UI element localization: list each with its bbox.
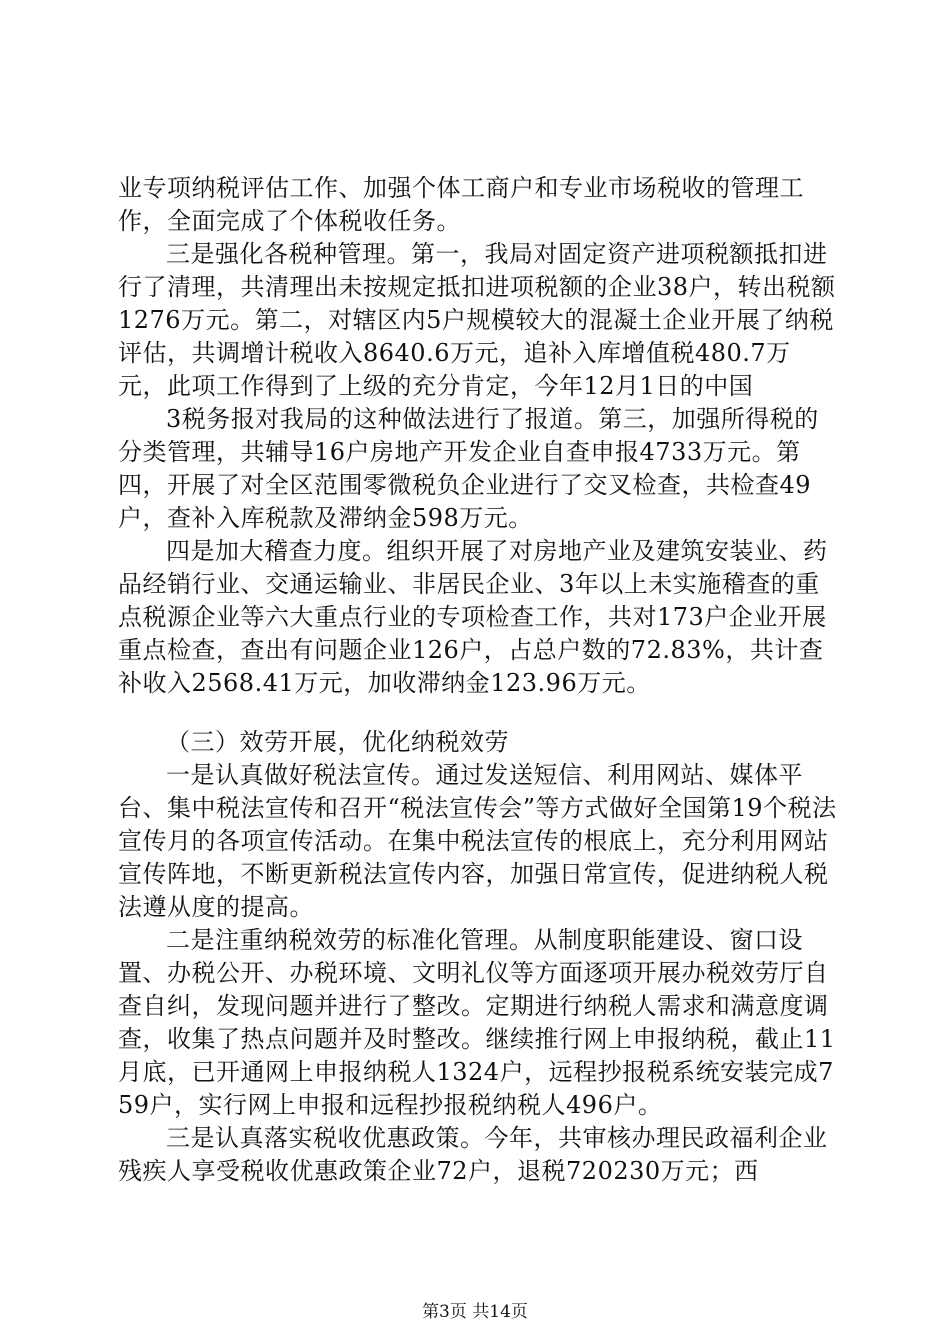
- paragraph-tax-type-management: 三是强化各税种管理。第一，我局对固定资产进项税额抵扣进行了清理，共清理出未按规定抵扣进项税额的企业38户，转出税额1276万元。第二，对辖区内5户规模较大的混凝土企业开展了纳税评估，共调增计税收入8640.6万元，追补入库增值税480.7万元，此项工作得到了上级的充分肯定，今年12月1日的中国: [118, 240, 836, 400]
- page-number-footer: 第3页 共14页: [422, 1302, 528, 1322]
- document-body: [118, 172, 838, 1188]
- paragraph-service-standardization: 二是注重纳税效劳的标准化管理。从制度职能建设、窗口设置、办税公开、办税环境、文明礼仪等方面逐项开展办税效劳厅自查自纠，发现问题并进行了整改。定期进行纳税人需求和满意度调查，收集了热点问题并及时整改。继续推行网上申报纳税，截止11月底，已开通网上申报纳税人1324户，远程抄报税系统安装完成759户，实行网上申报和远程抄报税纳税人496户。: [118, 926, 836, 1119]
- paragraph-individual-tax: 业专项纳税评估工作、加强个体工商户和专业市场税收的管理工作，全面完成了个体税收任务。: [118, 174, 804, 235]
- paragraph-tax-preferences: 三是认真落实税收优惠政策。今年，共审核办理民政福利企业残疾人享受税收优惠政策企业72户，退税720230万元；西: [118, 1124, 828, 1185]
- paragraph-income-tax-management: 3税务报对我局的这种做法进行了报道。第三，加强所得税的分类管理，共辅导16户房地产开发企业自查申报4733万元。第四，开展了对全区范围零微税负企业进行了交叉检查，共检查49户，查补入库税款及滞纳金598万元。: [118, 405, 819, 532]
- paragraph-tax-law-publicity: 一是认真做好税法宣传。通过发送短信、利用网站、媒体平台、集中税法宣传和召开“税法宣传会”等方式做好全国第19个税法宣传月的各项宣传活动。在集中税法宣传的根底上，充分利用网站宣传阵地，不断更新税法宣传内容，加强日常宣传，促进纳税人税法遵从度的提高。: [118, 761, 837, 921]
- section-heading-service: （三）效劳开展，优化纳税效劳: [166, 728, 509, 756]
- paragraph-inspection: 四是加大稽查力度。组织开展了对房地产业及建筑安装业、药品经销行业、交通运输业、非居民企业、3年以上未实施稽查的重点税源企业等六大重点行业的专项检查工作，共对173户企业开展重点检查，查出有问题企业126户，占总户数的72.83%，共计查补收入2568.41万元，加收滞纳金123.96万元。: [118, 537, 828, 697]
